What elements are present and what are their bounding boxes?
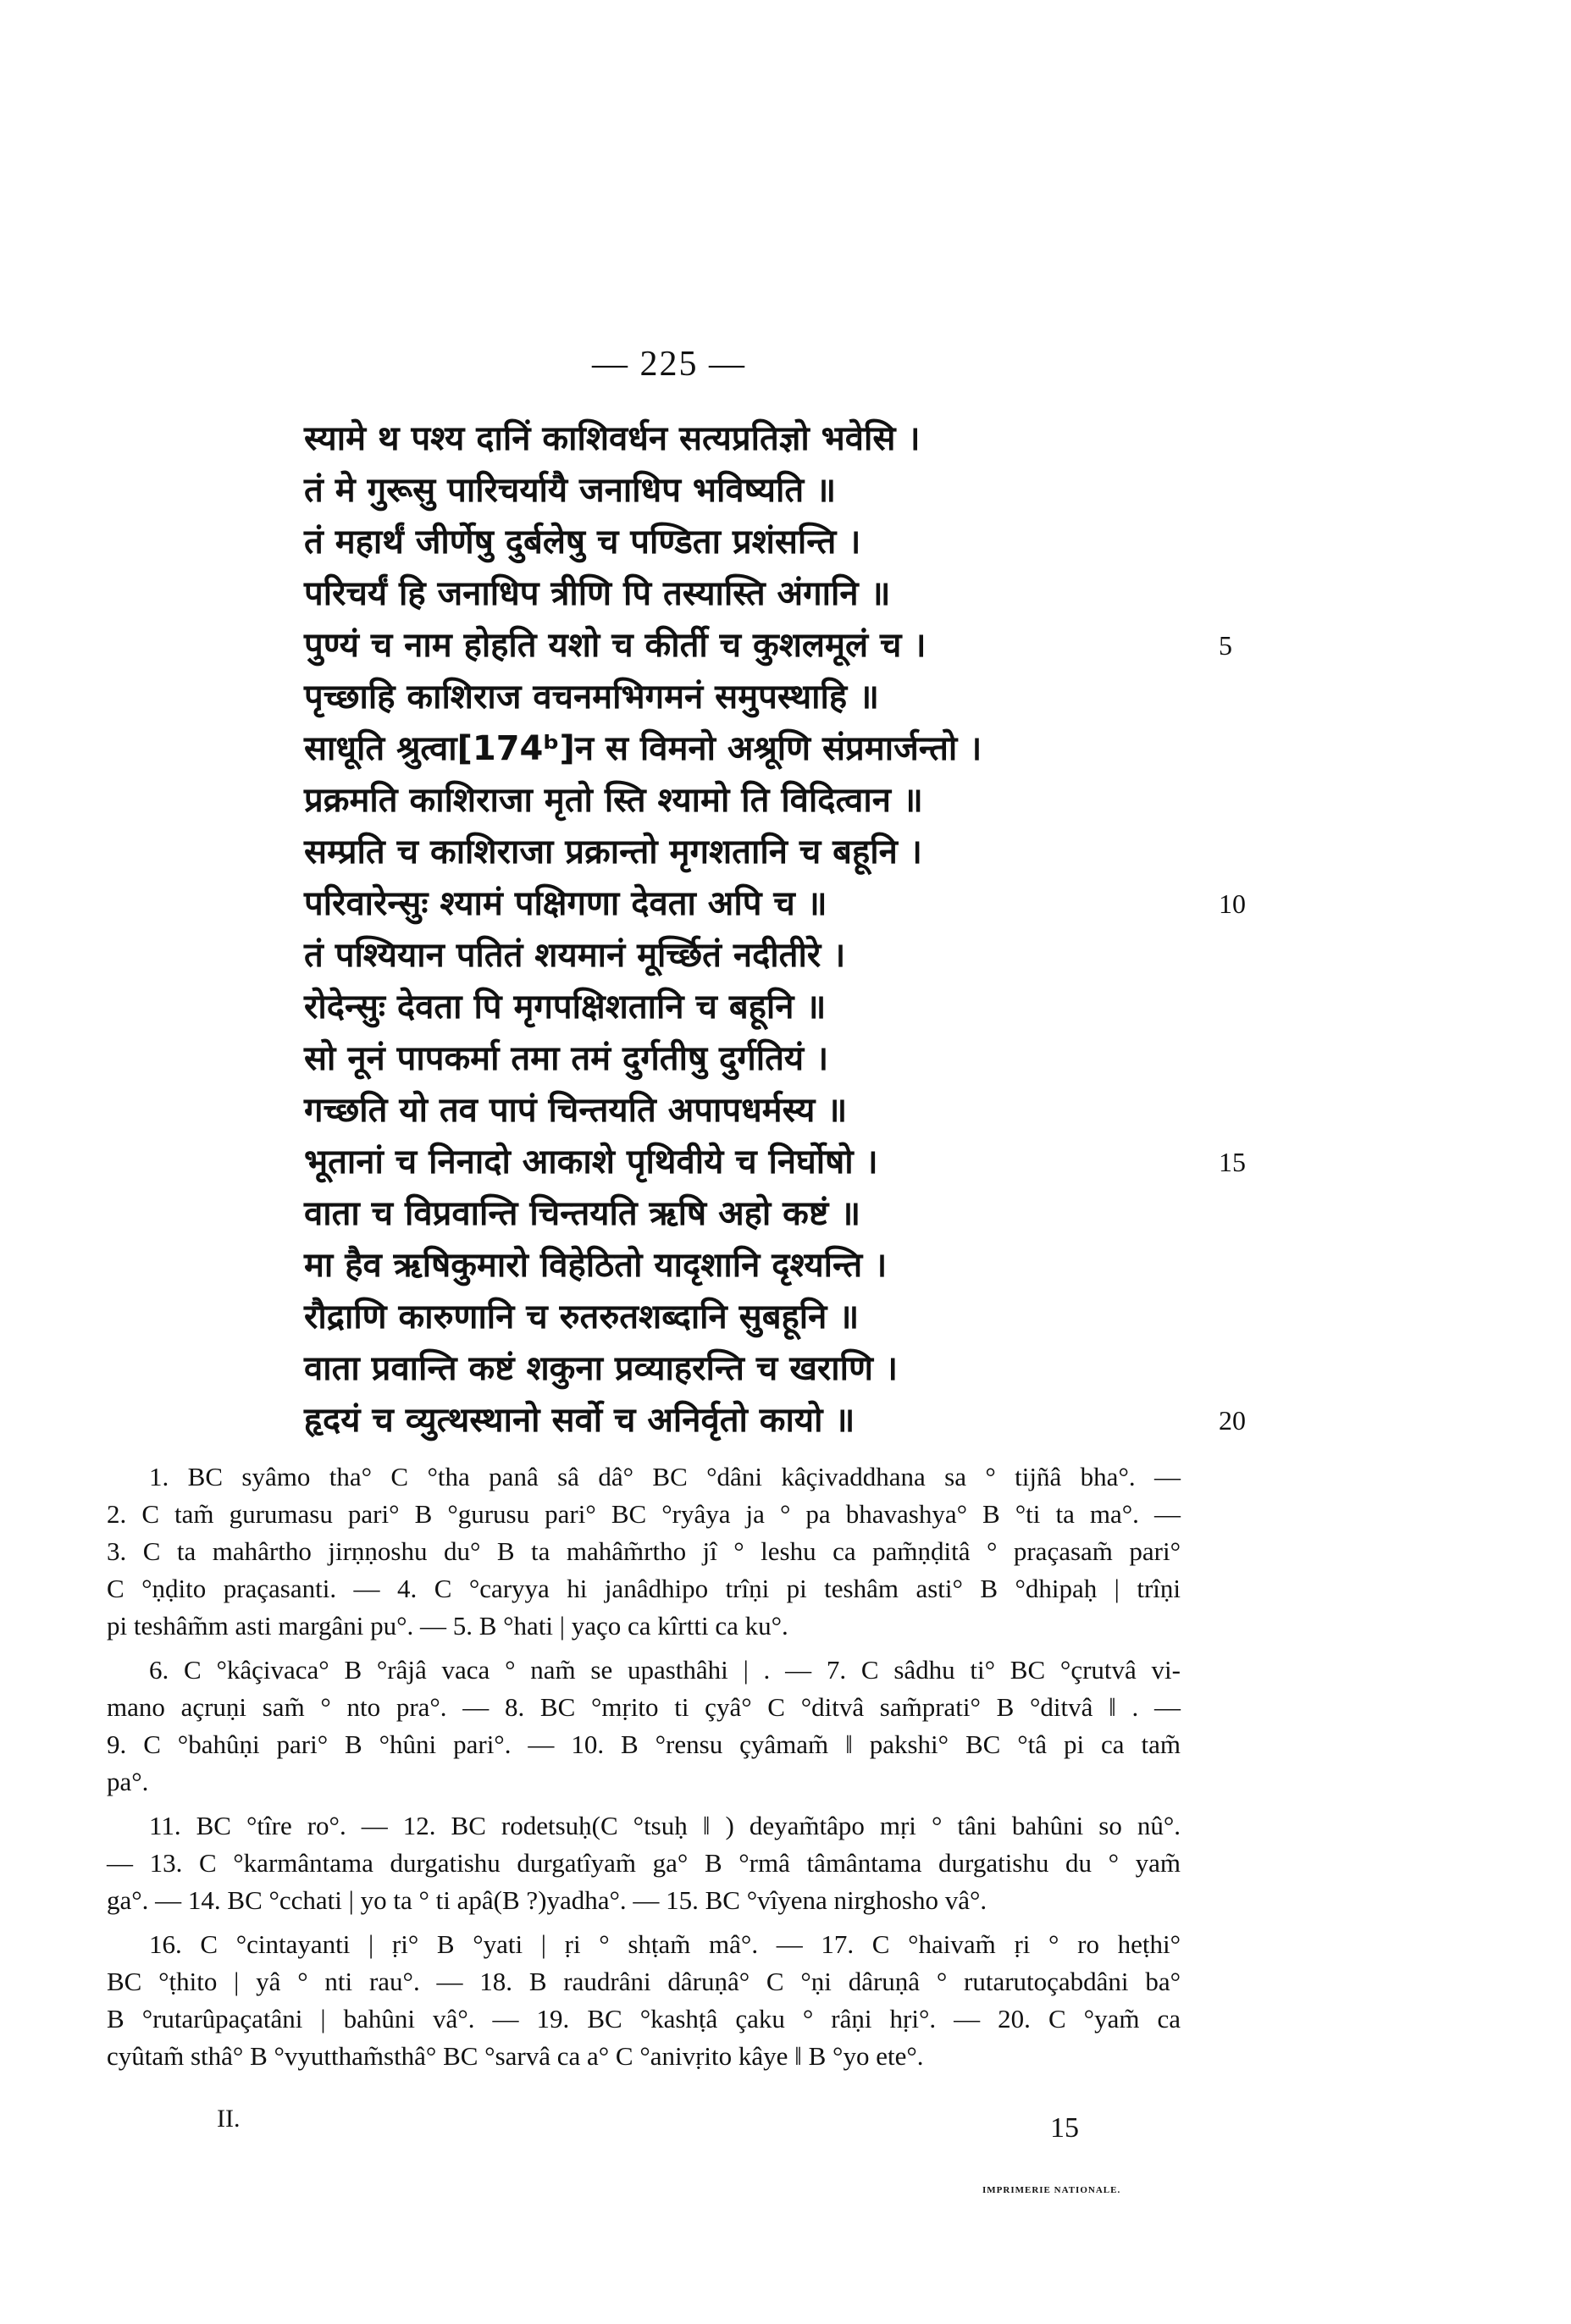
verse-line-text: गच्छति यो तव पापं चिन्तयति अपापधर्मस्य ॥ bbox=[304, 1091, 848, 1130]
verse-line bbox=[304, 1343, 1320, 1395]
verse-line bbox=[304, 413, 1320, 465]
verse-line bbox=[304, 775, 1320, 827]
verse-line bbox=[304, 672, 1320, 723]
line-number: 10 bbox=[1219, 888, 1246, 919]
footnote-line: — 13. C °karmântama durgatishu durgatîyam̃ ga° B °rmâ tâmântama durgatishu du ° yam̃ bbox=[107, 1848, 1181, 1878]
footnote-line: C °ṇḍito praçasanti. — 4. C °caryya hi janâdhipo trîṇi pi teshâm asti° B °dhipaḥ | trîṇi bbox=[107, 1574, 1181, 1603]
verse-line-text: सम्प्रति च काशिराजा प्रक्रान्तो मृगशतानि च बहूनि । bbox=[304, 833, 922, 872]
verse-line bbox=[304, 1240, 1320, 1292]
verse-line bbox=[304, 827, 1320, 878]
footnote-paragraph bbox=[107, 1807, 1181, 1919]
line-number: 5 bbox=[1219, 630, 1232, 661]
verse-line bbox=[304, 1188, 1320, 1240]
footnote-line: B °rutarûpaçatâni | bahûni vâ°. — 19. BC °kashṭâ çaku ° râṇi hṛi°. — 20. C °yam̃ ca bbox=[107, 2004, 1181, 2034]
footnote-line: ga°. — 14. BC °cchati | yo ta ° ti apâ(B ?)yadha°. — 15. BC °vîyena nirghosho vâ°. bbox=[107, 1885, 987, 1915]
verse-line bbox=[304, 1137, 1320, 1188]
page-number-header: — 225 — bbox=[592, 345, 746, 384]
footnote-line: 16. C °cintayanti | ṛi° B °yati | ṛi ° shṭam̃ mâ°. — 17. C °haivam̃ ṛi ° ro heṭhi° bbox=[149, 1929, 1181, 1959]
footnotes bbox=[107, 1458, 1181, 2082]
verse-line-text: प्रक्रमति काशिराजा मृतो स्ति श्यामो ति विदित्वान ॥ bbox=[304, 781, 923, 820]
line-number: 20 bbox=[1219, 1405, 1246, 1436]
verse-line-text: वाता च विप्रवान्ति चिन्तयति ऋषि अहो कष्टं ॥ bbox=[304, 1194, 861, 1233]
verse-line-text: हृदयं च व्युत्थस्थानो सर्वो च अनिर्वृतो कायो ॥ bbox=[304, 1401, 855, 1440]
footnote-line: mano açruṇi sam̃ ° nto pra°. — 8. BC °mṛito ti çyâ° C °ditvâ sam̃prati° B °ditvâ ‖ . — bbox=[107, 1692, 1181, 1722]
printer-imprint: IMPRIMERIE NATIONALE. bbox=[982, 2185, 1121, 2195]
footnote-line: 1. BC syâmo tha° C °tha panâ sâ dâ° BC °dâni kâçivaddhana sa ° tijñâ bha°. — bbox=[149, 1462, 1181, 1491]
verse-line bbox=[304, 568, 1320, 620]
verse-line-text: सो नूनं पापकर्मा तमा तमं दुर्गतीषु दुर्गतियं । bbox=[304, 1039, 829, 1078]
verse-line-text: परिचर्यं हि जनाधिप त्रीणि पि तस्यास्ति अंगानि ॥ bbox=[304, 574, 891, 613]
footnote-line: 6. C °kâçivaca° B °râjâ vaca ° nam̃ se upasthâhi | . — 7. C sâdhu ti° BC °çrutvâ vi- bbox=[149, 1655, 1181, 1685]
verse-line-text: तं मे गुरूसु पारिचर्यायै जनाधिप भविष्यति ॥ bbox=[304, 471, 837, 510]
verse-line-text: साधूति श्रुत्वा[174ᵇ]न स विमनो अश्रूणि संप्रमार्जन्तो । bbox=[304, 729, 982, 768]
verse-line bbox=[304, 517, 1320, 568]
verse-line bbox=[304, 1395, 1320, 1447]
verse-line-text: भूतानां च निनादो आकाशे पृथिवीये च निर्घोषो । bbox=[304, 1143, 878, 1181]
signature-mark: II. bbox=[217, 2105, 241, 2133]
verse-text bbox=[304, 413, 1320, 1447]
footnote-line: pi teshâm̃m asti margâni pu°. — 5. B °hati | yaço ca kîrtti ca ku°. bbox=[107, 1611, 788, 1641]
verse-line bbox=[304, 620, 1320, 672]
verse-line-text: वाता प्रवान्ति कष्टं शकुना प्रव्याहरन्ति च खराणि । bbox=[304, 1349, 898, 1388]
footnote-paragraph bbox=[107, 1652, 1181, 1801]
verse-line-text: रोदेन्सुः देवता पि मृगपक्षिशतानि च बहूनि ॥ bbox=[304, 988, 827, 1026]
verse-line bbox=[304, 878, 1320, 930]
verse-line bbox=[304, 465, 1320, 517]
footnote-line: 3. C ta mahârtho jirṇṇoshu du° B ta mahâm̃rtho jî ° leshu ca pam̃ṇḍitâ ° praçasam̃ pari° bbox=[107, 1536, 1181, 1566]
footnote-paragraph bbox=[107, 1458, 1181, 1645]
verse-line-text: स्यामे थ पश्य दानिं काशिवर्धन सत्यप्रतिज्ञो भवेसि । bbox=[304, 419, 921, 458]
footnote-paragraph bbox=[107, 1926, 1181, 2075]
verse-line bbox=[304, 930, 1320, 982]
verse-line bbox=[304, 1292, 1320, 1343]
verse-line-text: तं पश्यियान पतितं शयमानं मूर्च्छितं नदीतीरे । bbox=[304, 936, 846, 975]
footnote-line: BC °ṭhito | yâ ° nti rau°. — 18. B raudrâni dâruṇâ° C °ṇi dâruṇâ ° rutarutoçabdâni ba° bbox=[107, 1967, 1181, 1996]
verse-line-text: परिवारेन्सुः श्यामं पक्षिगणा देवता अपि च ॥ bbox=[304, 884, 827, 923]
verse-line bbox=[304, 1033, 1320, 1085]
verse-line-text: तं महार्थं जीर्णेषु दुर्बलेषु च पण्डिता प्रशंसन्ति । bbox=[304, 523, 861, 562]
line-number: 15 bbox=[1219, 1147, 1246, 1177]
footnote-line: 2. C tam̃ gurumasu pari° B °gurusu pari° BC °ryâya ja ° pa bhavashya° B °ti ta ma°. — bbox=[107, 1499, 1181, 1529]
folio-number: 15 bbox=[1050, 2112, 1079, 2144]
verse-line bbox=[304, 723, 1320, 775]
footnote-line: cyûtam̃ sthâ° B °vyuttham̃sthâ° BC °sarvâ ca a° C °anivṛito kâye ‖ B °yo ete°. bbox=[107, 2041, 924, 2071]
footnote-line: 11. BC °tîre ro°. — 12. BC rodetsuḥ(C °tsuḥ ‖ ) deyam̃tâpo mṛi ° tâni bahûni so nû°. bbox=[149, 1811, 1181, 1840]
verse-line-text: मा हैव ऋषिकुमारो विहेठितो यादृशानि दृश्यन्ति । bbox=[304, 1246, 888, 1285]
footnote-line: pa°. bbox=[107, 1767, 149, 1796]
verse-line-text: रौद्राणि कारुणानि च रुतरुतशब्दानि सुबहूनि ॥ bbox=[304, 1298, 860, 1336]
verse-line bbox=[304, 1085, 1320, 1137]
footnote-line: 9. C °bahûṇi pari° B °hûni pari°. — 10. B °rensu çyâmam̃ ‖ pakshi° BC °tâ pi ca tam̃ bbox=[107, 1729, 1181, 1759]
verse-line-text: पृच्छाहि काशिराज वचनमभिगमनं समुपस्थाहि ॥ bbox=[304, 678, 879, 717]
verse-line bbox=[304, 982, 1320, 1033]
verse-line-text: पुण्यं च नाम होहति यशो च कीर्ती च कुशलमूलं च । bbox=[304, 626, 927, 665]
